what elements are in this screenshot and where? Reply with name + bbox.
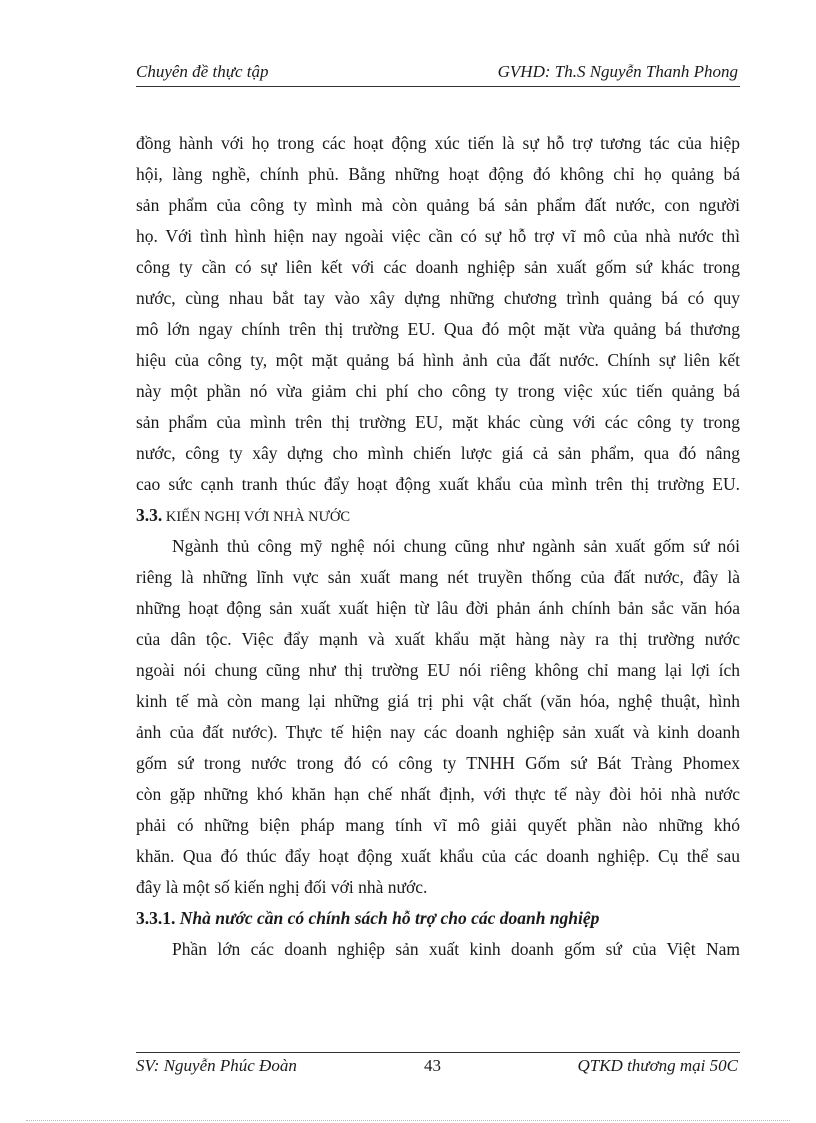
text-line: Phần lớn các doanh nghiệp sản xuất kinh doanh gốm sứ của Việt Nam bbox=[172, 939, 740, 959]
text-line: còn gặp những khó khăn hạn chế nhất định, với thực tế này đòi hỏi nhà nước bbox=[136, 784, 740, 804]
section-heading bbox=[136, 500, 740, 531]
text-line: ảnh của đất nước). Thực tế hiện nay các doanh nghiệp sản xuất và kinh doanh bbox=[136, 722, 740, 742]
text-line: sản phẩm của công ty mình mà còn quảng bá sản phẩm đất nước, con người bbox=[136, 195, 740, 215]
text-line: kinh tế mà còn mang lại những giá trị phi vật chất (văn hóa, nghệ thuật, hình bbox=[136, 691, 740, 711]
text-line: gốm sứ trong nước trong đó có công ty TNHH Gốm sứ Bát Tràng Phomex bbox=[136, 753, 740, 773]
text-line: cao sức cạnh tranh thúc đẩy hoạt động xuất khẩu của mình trên thị trường EU. bbox=[136, 474, 740, 494]
page-edge-divider bbox=[26, 1120, 790, 1121]
text-line: nước, công ty xây dựng cho mình chiến lược giá cả sản phẩm, qua đó nâng bbox=[136, 443, 740, 463]
section-title: KIẾN NGHỊ VỚI NHÀ NƯỚC bbox=[165, 509, 351, 525]
text-line: này một phần nó vừa giảm chi phí cho công ty trong việc xúc tiến quảng bá bbox=[136, 381, 740, 401]
text-line: hiệu của công ty, một mặt quảng bá hình ảnh của đất nước. Chính sự liên kết bbox=[136, 350, 740, 370]
subsection-heading bbox=[136, 903, 740, 934]
text-line: đây là một số kiến nghị đối với nhà nước. bbox=[136, 877, 428, 897]
subsection-title: Nhà nước cần có chính sách hỗ trợ cho các doanh nghiệp bbox=[179, 908, 600, 928]
body-text bbox=[136, 128, 740, 965]
footer-rule bbox=[136, 1052, 740, 1053]
text-line: ngoài nói chung cũng như thị trường EU nói riêng không chỉ mang lại lợi ích bbox=[136, 660, 740, 680]
text-line: đồng hành với họ trong các hoạt động xúc tiến là sự hỗ trợ tương tác của hiệp bbox=[136, 133, 740, 153]
text-line: hội, làng nghề, chính phủ. Bằng những hoạt động đó không chỉ họ quảng bá bbox=[136, 164, 740, 184]
text-line: sản phẩm của mình trên thị trường EU, mặt khác cùng với các công ty trong bbox=[136, 412, 740, 432]
section-number: 3.3. bbox=[136, 505, 163, 525]
header-rule bbox=[136, 86, 740, 87]
page-number: 43 bbox=[424, 1056, 441, 1075]
text-line: mô lớn ngay chính trên thị trường EU. Qua đó một mặt vừa quảng bá thương bbox=[136, 319, 740, 339]
text-line: họ. Với tình hình hiện nay ngoài việc cần có sự hỗ trợ vĩ mô của nhà nước thì bbox=[136, 226, 740, 246]
text-line: khăn. Qua đó thúc đẩy hoạt động xuất khẩu của các doanh nghiệp. Cụ thể sau bbox=[136, 846, 740, 866]
footer-student: SV: Nguyễn Phúc Đoàn bbox=[136, 1056, 297, 1075]
subsection-number: 3.3.1. bbox=[136, 908, 176, 928]
text-line: Ngành thủ công mỹ nghệ nói chung cũng như ngành sản xuất gốm sứ nói bbox=[172, 536, 740, 556]
text-line: của dân tộc. Việc đẩy mạnh và xuất khẩu mặt hàng này ra thị trường nước bbox=[136, 629, 740, 649]
text-line: phải có những biện pháp mang tính vĩ mô giải quyết phần nào những khó bbox=[136, 815, 740, 835]
text-line: nước, cùng nhau bắt tay vào xây dựng những chương trình quảng bá có quy bbox=[136, 288, 740, 308]
paragraph-3 bbox=[136, 934, 740, 965]
text-line: những hoạt động sản xuất xuất hiện từ lâu đời phản ánh chính bản sắc văn hóa bbox=[136, 598, 740, 618]
paragraph-2 bbox=[136, 531, 740, 903]
paragraph-1 bbox=[136, 128, 740, 500]
header-supervisor: GVHD: Th.S Nguyễn Thanh Phong bbox=[497, 62, 738, 81]
footer-class: QTKD thương mại 50C bbox=[577, 1056, 738, 1075]
text-line: công ty cần có sự liên kết với các doanh nghiệp sản xuất gốm sứ khác trong bbox=[136, 257, 740, 277]
header-course-label: Chuyên đề thực tập bbox=[136, 62, 269, 81]
text-line: riêng là những lĩnh vực sản xuất mang nét truyền thống của đất nước, đây là bbox=[136, 567, 740, 587]
